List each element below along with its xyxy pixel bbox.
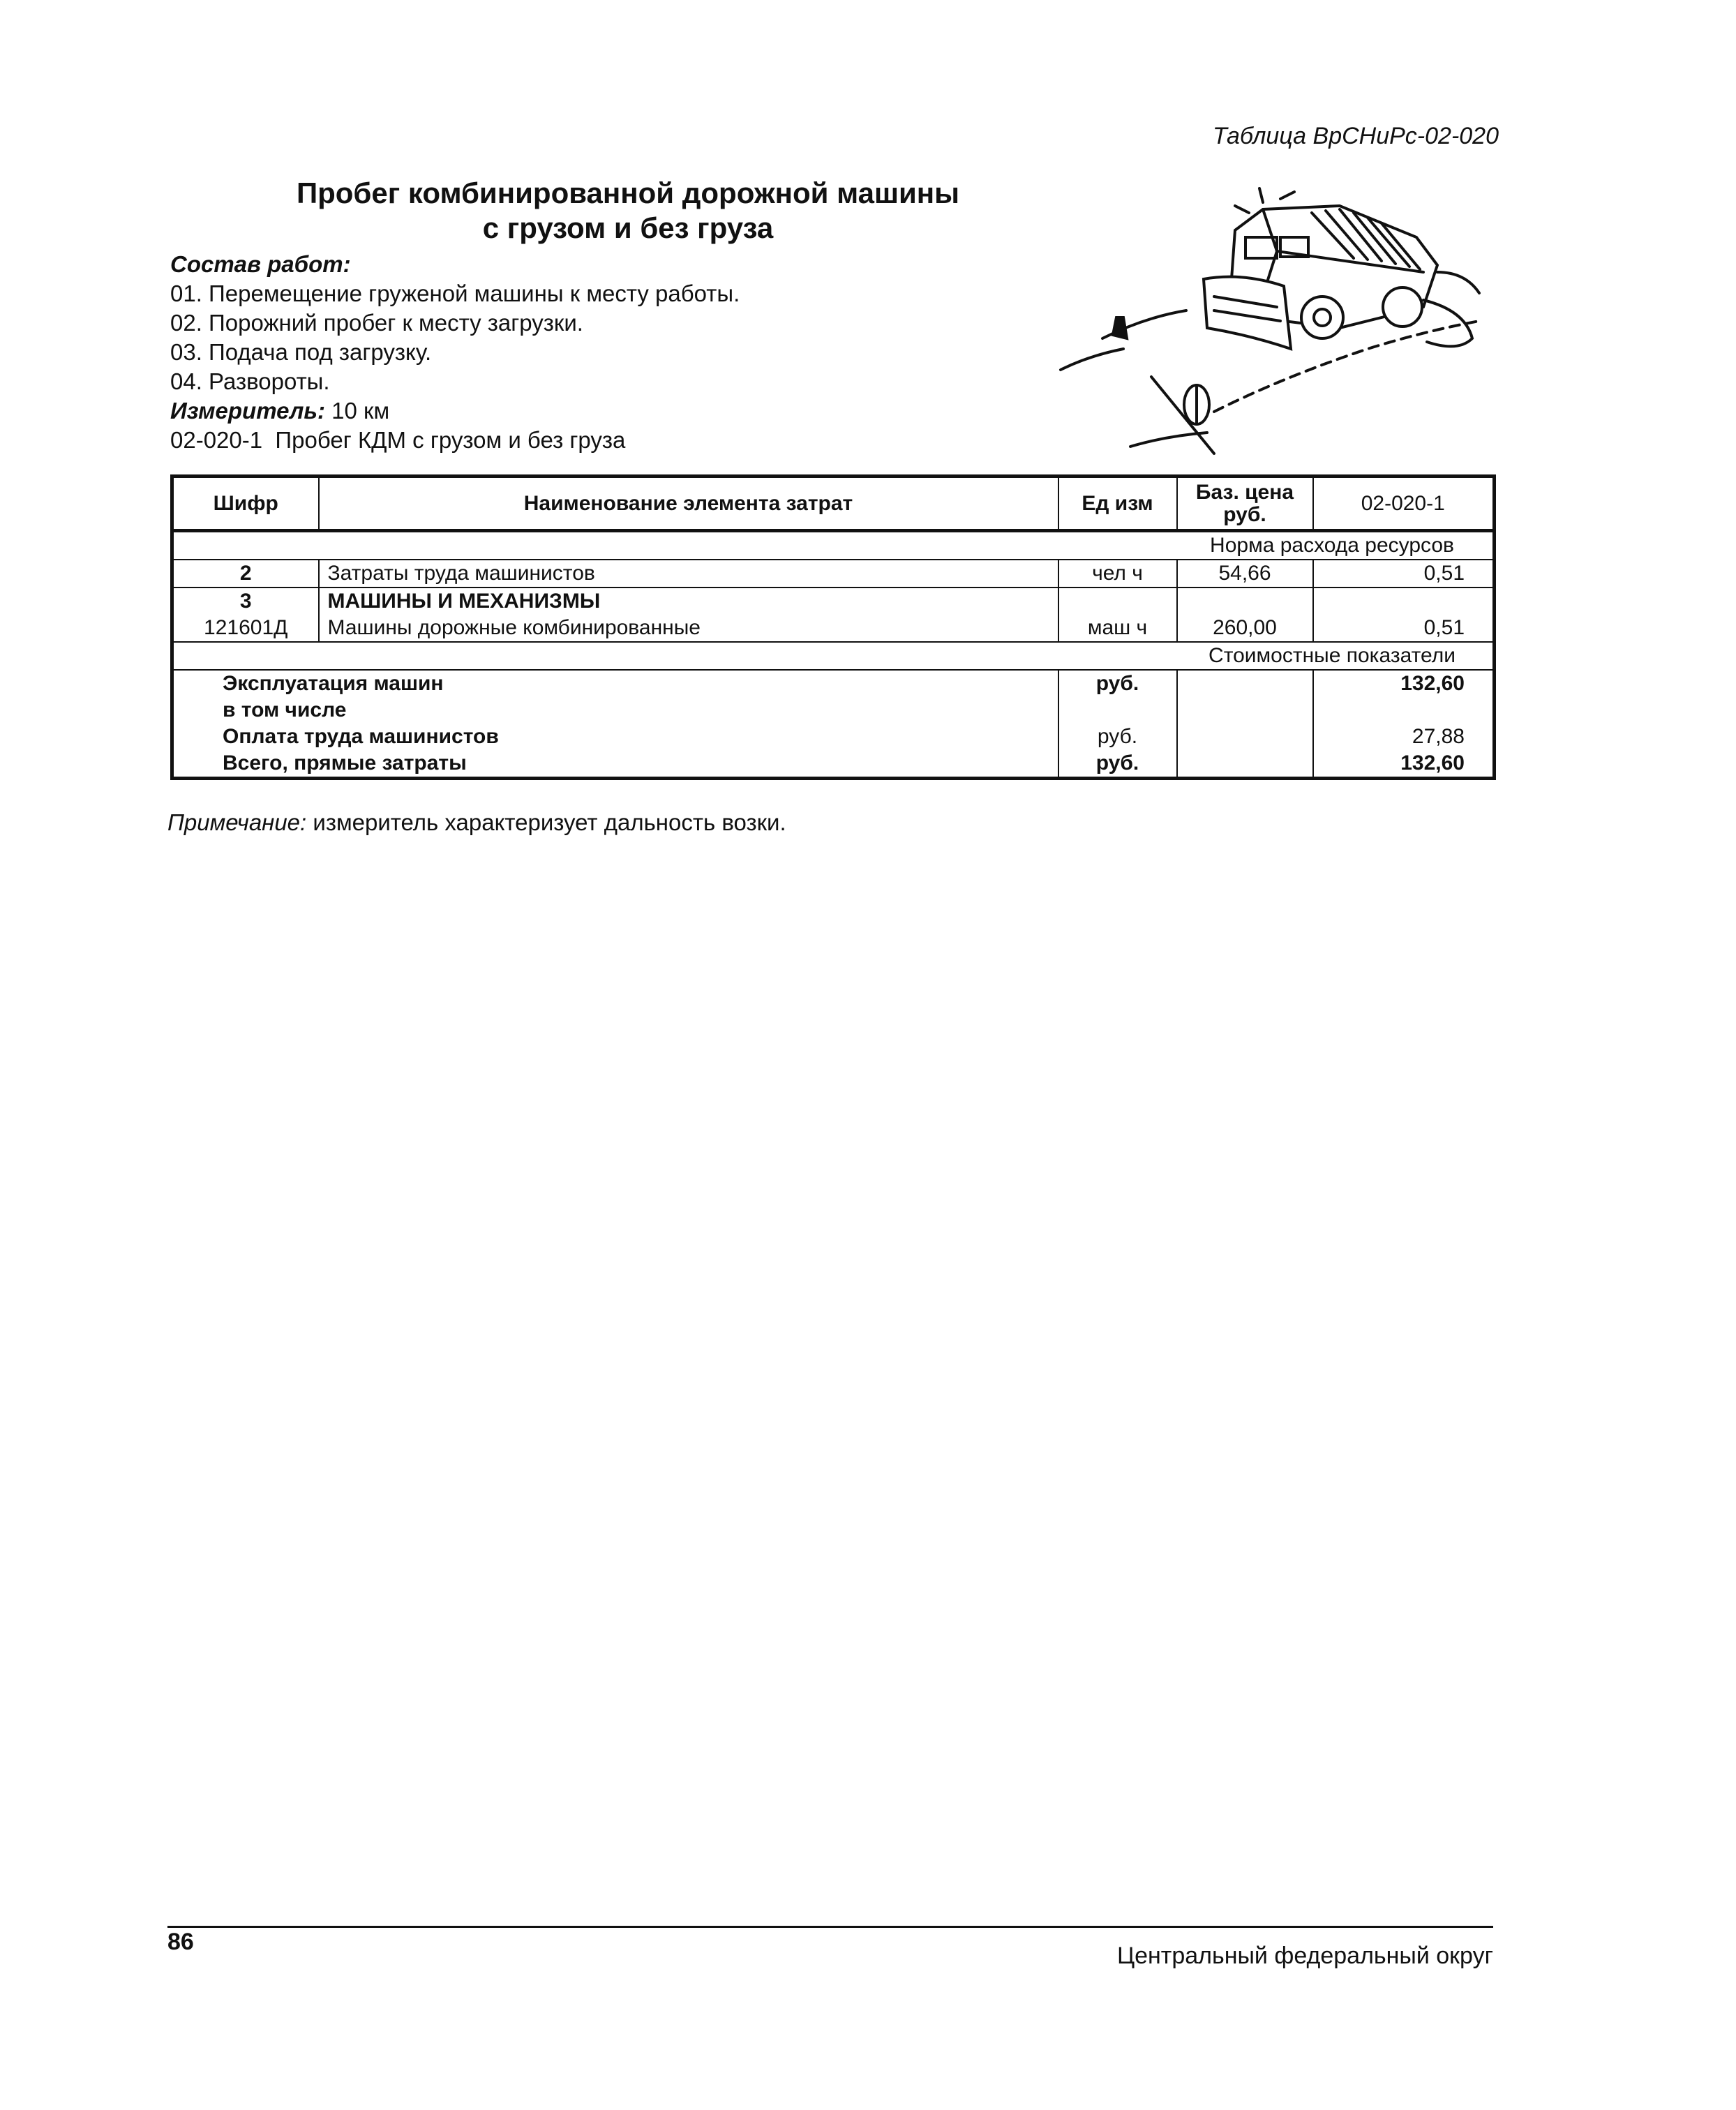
work-item: 03. Подача под загрузку. <box>170 339 432 365</box>
note-label: Примечание: <box>167 809 307 835</box>
page-title <box>209 176 1047 246</box>
cost-value: 27,88 <box>1412 725 1465 748</box>
measure-label: Измеритель: <box>170 398 325 424</box>
row-code: 3 <box>172 588 319 615</box>
table-row <box>172 560 1495 588</box>
header-unit: Ед изм <box>1058 477 1177 531</box>
cost-unit: руб. <box>1058 750 1177 779</box>
table-id: Таблица ВрСНиРс-02-020 <box>1212 123 1499 149</box>
work-item: 04. Развороты. <box>170 368 330 394</box>
section-cost: Стоимостные показатели <box>172 642 1495 670</box>
cost-name: в том числе <box>172 697 1058 724</box>
work-item: 01. Перемещение груженой машины к месту работы. <box>170 280 740 306</box>
table-header-row <box>172 477 1495 531</box>
cost-value <box>1313 697 1495 724</box>
cost-row <box>172 724 1495 750</box>
header-code: Шифр <box>172 477 319 531</box>
row-name: Машины дорожные комбинированные <box>319 615 1058 642</box>
cost-row <box>172 750 1495 779</box>
cost-price <box>1177 670 1313 697</box>
row-code: 2 <box>172 560 319 588</box>
measure-value: 10 км <box>331 398 390 424</box>
title-line-1: Пробег комбинированной дорожной машины <box>296 177 960 209</box>
section-cost-row <box>172 642 1495 670</box>
road-machine-illustration <box>1047 167 1500 461</box>
table-row <box>172 588 1495 615</box>
cost-name: Всего, прямые затраты <box>172 750 1058 779</box>
cost-name: Эксплуатация машин <box>172 670 1058 697</box>
cost-name: Оплата труда машинистов <box>172 724 1058 750</box>
cost-unit <box>1058 697 1177 724</box>
cost-value: 132,60 <box>1400 672 1465 695</box>
row-unit <box>1058 588 1177 615</box>
section-norm: Норма расхода ресурсов <box>172 531 1495 560</box>
cost-unit: руб. <box>1058 670 1177 697</box>
table-row <box>172 615 1495 642</box>
row-value: 0,51 <box>1423 562 1465 585</box>
cost-row <box>172 697 1495 724</box>
header-value: 02-020-1 <box>1313 477 1495 531</box>
row-price: 260,00 <box>1177 615 1313 642</box>
work-composition <box>170 250 1077 455</box>
row-unit: чел ч <box>1058 560 1177 588</box>
cost-table <box>170 474 1496 780</box>
measure-line <box>170 396 1077 426</box>
cost-price <box>1177 750 1313 779</box>
row-unit: маш ч <box>1058 615 1177 642</box>
footer-region: Центральный федеральный округ <box>1116 1943 1493 1969</box>
row-price: 54,66 <box>1177 560 1313 588</box>
note-text: измеритель характеризует дальность возки. <box>306 809 786 835</box>
note <box>167 809 786 836</box>
cost-price <box>1177 697 1313 724</box>
work-heading: Состав работ: <box>170 251 351 277</box>
header-price: Баз. цена руб. <box>1177 477 1313 531</box>
header-name: Наименование элемента затрат <box>319 477 1058 531</box>
row-value <box>1313 588 1495 615</box>
cost-price <box>1177 724 1313 750</box>
code-line: 02-020-1 Пробег КДМ с грузом и без груза <box>170 427 626 453</box>
work-item: 02. Порожний пробег к месту загрузки. <box>170 310 583 336</box>
row-value: 0,51 <box>1423 616 1465 639</box>
row-name: МАШИНЫ И МЕХАНИЗМЫ <box>319 588 1058 615</box>
cost-unit: руб. <box>1058 724 1177 750</box>
row-name: Затраты труда машинистов <box>319 560 1058 588</box>
section-norm-row <box>172 531 1495 560</box>
cost-value: 132,60 <box>1400 751 1465 775</box>
footer-rule <box>167 1926 1493 1928</box>
row-code: 121601Д <box>172 615 319 642</box>
page-number: 86 <box>167 1929 194 1955</box>
row-price <box>1177 588 1313 615</box>
cost-row <box>172 670 1495 697</box>
title-line-2: с грузом и без груза <box>482 211 774 244</box>
